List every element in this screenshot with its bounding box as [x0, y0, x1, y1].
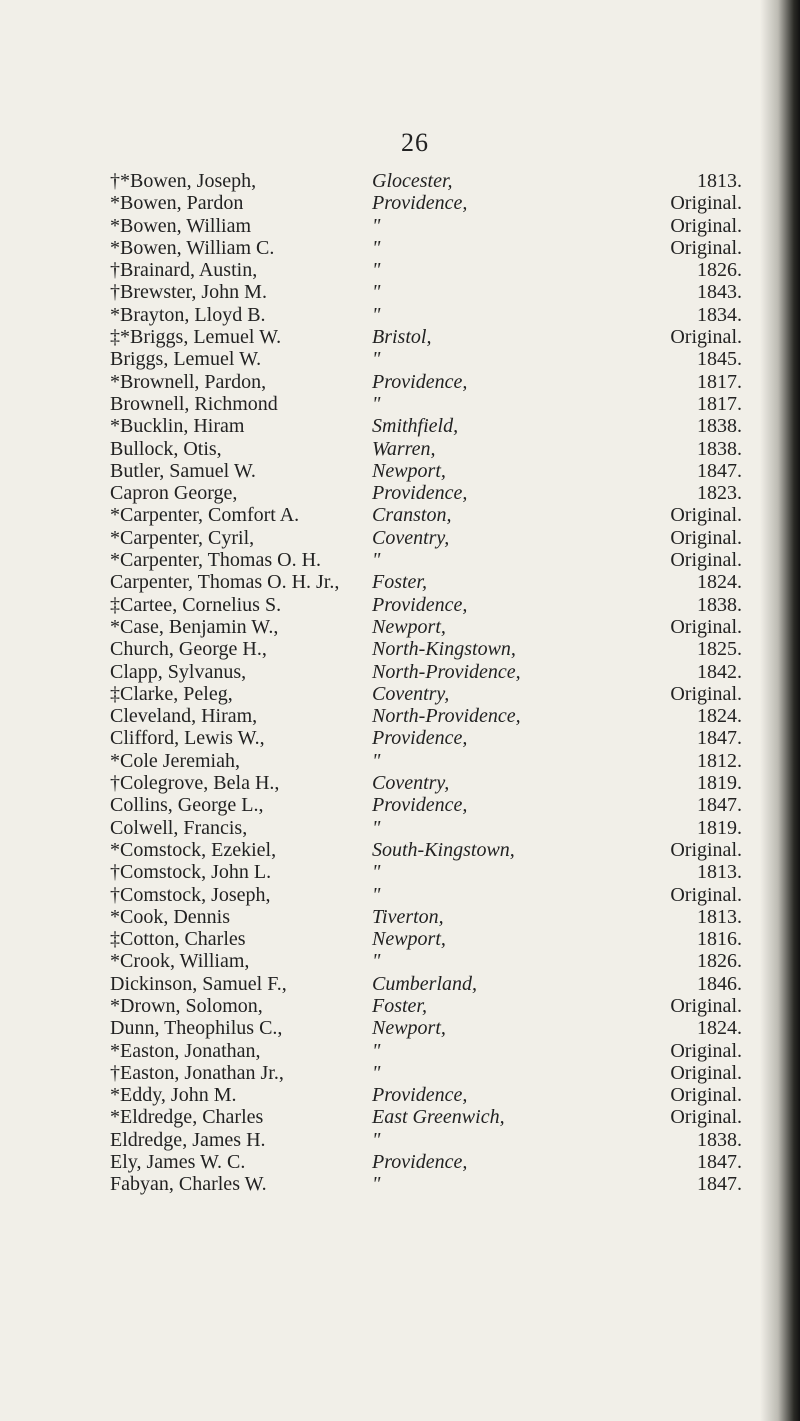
- entry-name: *Comstock, Ezekiel,: [110, 838, 277, 861]
- entry-year: 1826.: [697, 950, 742, 973]
- entry-place: Newport,: [372, 459, 446, 482]
- list-item: [110, 326, 742, 348]
- entry-year: Original.: [670, 838, 742, 861]
- entry-place: Providence,: [372, 192, 468, 215]
- entry-place: Providence,: [372, 593, 468, 616]
- entry-year: Original.: [670, 1106, 742, 1129]
- entry-year: 1846.: [697, 972, 742, 995]
- entry-year: 1847.: [697, 459, 742, 482]
- entry-year: 1845.: [697, 348, 742, 371]
- entry-place: South-Kingstown,: [372, 838, 515, 861]
- list-item: [110, 371, 742, 393]
- entry-year: Original.: [670, 214, 742, 237]
- entry-place: Tiverton,: [372, 905, 444, 928]
- entry-year: 1823.: [697, 482, 742, 505]
- entry-name: Briggs, Lemuel W.: [110, 348, 262, 371]
- entry-place: North-Providence,: [372, 660, 521, 683]
- entry-year: Original.: [670, 1061, 742, 1084]
- list-item: [110, 1040, 742, 1062]
- entry-name: *Bowen, William: [110, 214, 252, 237]
- entry-name: ‡Cartee, Cornelius S.: [110, 593, 282, 616]
- entry-place: Bristol,: [372, 326, 432, 349]
- entry-year: 1834.: [697, 303, 742, 326]
- entry-place: Glocester,: [372, 170, 453, 192]
- entry-place: Smithfield,: [372, 415, 459, 438]
- entry-year: 1838.: [697, 1128, 742, 1151]
- list-item: [110, 527, 742, 549]
- entry-place: ": [372, 281, 381, 304]
- entry-year: 1838.: [697, 593, 742, 616]
- list-item: [110, 549, 742, 571]
- entry-year: 1826.: [697, 259, 742, 282]
- entry-place: ": [372, 348, 381, 371]
- entry-name: Colwell, Francis,: [110, 816, 248, 839]
- entry-place: ": [372, 392, 381, 415]
- entry-name: Clifford, Lewis W.,: [110, 727, 265, 750]
- entry-place: ": [372, 1061, 381, 1084]
- list-item: [110, 638, 742, 660]
- entry-year: 1825.: [697, 638, 742, 661]
- entry-place: Providence,: [372, 370, 468, 393]
- list-item: [110, 705, 742, 727]
- list-item: [110, 215, 742, 237]
- list-item: [110, 482, 742, 504]
- list-item: [110, 237, 742, 259]
- list-item: [110, 616, 742, 638]
- entry-year: Original.: [670, 526, 742, 549]
- entry-place: North-Kingstown,: [372, 638, 516, 661]
- entry-name: *Bowen, William C.: [110, 236, 275, 259]
- entry-year: 1843.: [697, 281, 742, 304]
- entry-year: 1816.: [697, 928, 742, 951]
- entry-name: Clapp, Sylvanus,: [110, 660, 247, 683]
- list-item: [110, 839, 742, 861]
- entry-name: Butler, Samuel W.: [110, 459, 256, 482]
- list-item: [110, 817, 742, 839]
- list-item: [110, 571, 742, 593]
- list-item: [110, 192, 742, 214]
- entry-place: Coventry,: [372, 682, 450, 705]
- entry-place: ": [372, 1173, 381, 1196]
- list-item: [110, 504, 742, 526]
- list-item: [110, 1151, 742, 1173]
- page-number: 26: [401, 128, 429, 157]
- entry-year: 1819.: [697, 772, 742, 795]
- entry-name: *Bucklin, Hiram: [110, 415, 245, 438]
- entry-place: East Greenwich,: [372, 1106, 505, 1129]
- list-item: [110, 906, 742, 928]
- entry-year: 1812.: [697, 749, 742, 772]
- list-item: [110, 661, 742, 683]
- list-item: [110, 995, 742, 1017]
- entry-name: †Comstock, Joseph,: [110, 883, 271, 906]
- entry-name: *Drown, Solomon,: [110, 994, 263, 1017]
- entry-name: Collins, George L.,: [110, 794, 264, 817]
- entry-year: 1838.: [697, 437, 742, 460]
- entry-place: ": [372, 883, 381, 906]
- entry-name: Ely, James W. C.: [110, 1151, 246, 1174]
- page-edge-shadow: [760, 0, 800, 1421]
- list-item: [110, 1062, 742, 1084]
- entry-year: 1847.: [697, 727, 742, 750]
- entry-place: ": [372, 214, 381, 237]
- entry-year: 1842.: [697, 660, 742, 683]
- list-item: [110, 281, 742, 303]
- entry-name: Carpenter, Thomas O. H. Jr.,: [110, 571, 340, 594]
- list-item: [110, 1173, 742, 1195]
- entry-year: Original.: [670, 1084, 742, 1107]
- entry-place: Providence,: [372, 1151, 468, 1174]
- entry-place: ": [372, 303, 381, 326]
- list-item: [110, 884, 742, 906]
- entry-name: ‡Cotton, Charles: [110, 928, 246, 951]
- entry-year: 1847.: [697, 1173, 742, 1196]
- list-item: [110, 1084, 742, 1106]
- list-item: [110, 259, 742, 281]
- entry-place: Newport,: [372, 1017, 446, 1040]
- entry-year: Original.: [670, 615, 742, 638]
- list-item: [110, 794, 742, 816]
- entry-place: ": [372, 236, 381, 259]
- entry-year: Original.: [670, 504, 742, 527]
- entry-place: North-Providence,: [372, 705, 521, 728]
- entry-place: Coventry,: [372, 526, 450, 549]
- entry-name: Fabyan, Charles W.: [110, 1173, 267, 1196]
- entry-name: *Case, Benjamin W.,: [110, 615, 279, 638]
- list-item: [110, 683, 742, 705]
- entry-name: *Carpenter, Cyril,: [110, 526, 255, 549]
- entry-year: 1847.: [697, 794, 742, 817]
- entry-place: Newport,: [372, 615, 446, 638]
- list-item: [110, 438, 742, 460]
- entry-name: Dunn, Theophilus C.,: [110, 1017, 283, 1040]
- entry-year: Original.: [670, 326, 742, 349]
- entry-place: Foster,: [372, 994, 427, 1017]
- entry-year: 1824.: [697, 571, 742, 594]
- list-item: [110, 861, 742, 883]
- entry-year: Original.: [670, 236, 742, 259]
- entry-place: Providence,: [372, 482, 468, 505]
- entry-name: †*Bowen, Joseph,: [110, 170, 257, 192]
- entry-name: Capron George,: [110, 482, 238, 505]
- list-item: [110, 1017, 742, 1039]
- entry-name: *Cole Jeremiah,: [110, 749, 240, 772]
- list-item: [110, 460, 742, 482]
- list-item: [110, 1129, 742, 1151]
- entry-name: *Eldredge, Charles: [110, 1106, 264, 1129]
- list-item: [110, 415, 742, 437]
- entry-name: Eldredge, James H.: [110, 1128, 266, 1151]
- entry-name: †Brewster, John M.: [110, 281, 267, 304]
- entry-name: Church, George H.,: [110, 638, 267, 661]
- entry-name: *Carpenter, Thomas O. H.: [110, 549, 322, 572]
- entry-name: *Brayton, Lloyd B.: [110, 303, 266, 326]
- entry-place: Providence,: [372, 727, 468, 750]
- entry-name: Bullock, Otis,: [110, 437, 222, 460]
- entry-name: *Carpenter, Comfort A.: [110, 504, 300, 527]
- entry-name: †Easton, Jonathan Jr.,: [110, 1061, 284, 1084]
- list-item: [110, 950, 742, 972]
- entry-year: Original.: [670, 1039, 742, 1062]
- list-item: [110, 772, 742, 794]
- entry-year: Original.: [670, 682, 742, 705]
- entry-name: †Comstock, John L.: [110, 861, 272, 884]
- entry-year: Original.: [670, 994, 742, 1017]
- list-item: [110, 348, 742, 370]
- entry-name: *Eddy, John M.: [110, 1084, 237, 1107]
- entry-year: 1824.: [697, 1017, 742, 1040]
- list-item: [110, 973, 742, 995]
- list-item: [110, 304, 742, 326]
- entry-name: *Bowen, Pardon: [110, 192, 244, 215]
- entry-name: *Easton, Jonathan,: [110, 1039, 261, 1062]
- list-item: [110, 928, 742, 950]
- entry-place: ": [372, 1039, 381, 1062]
- entry-name: *Cook, Dennis: [110, 905, 230, 928]
- entry-name: Dickinson, Samuel F.,: [110, 972, 287, 995]
- entry-name: *Brownell, Pardon,: [110, 370, 267, 393]
- entry-name: †Brainard, Austin,: [110, 259, 258, 282]
- entry-place: ": [372, 1128, 381, 1151]
- entry-name: ‡Clarke, Peleg,: [110, 682, 233, 705]
- list-item: [110, 393, 742, 415]
- list-item: [110, 594, 742, 616]
- list-item: [110, 1106, 742, 1128]
- entry-year: 1838.: [697, 415, 742, 438]
- entry-year: 1847.: [697, 1151, 742, 1174]
- entry-year: Original.: [670, 883, 742, 906]
- entry-place: ": [372, 549, 381, 572]
- entry-year: Original.: [670, 192, 742, 215]
- entry-place: Providence,: [372, 1084, 468, 1107]
- entry-place: Foster,: [372, 571, 427, 594]
- entry-place: ": [372, 861, 381, 884]
- entry-name: ‡*Briggs, Lemuel W.: [110, 326, 282, 349]
- entry-year: 1813.: [697, 861, 742, 884]
- entry-place: Cranston,: [372, 504, 452, 527]
- entry-place: ": [372, 749, 381, 772]
- entry-name: Brownell, Richmond: [110, 392, 278, 415]
- entry-place: Cumberland,: [372, 972, 477, 995]
- entry-year: 1824.: [697, 705, 742, 728]
- entry-place: Warren,: [372, 437, 436, 460]
- entry-place: ": [372, 816, 381, 839]
- register-list: [110, 170, 742, 1196]
- entry-place: ": [372, 950, 381, 973]
- entry-place: ": [372, 259, 381, 282]
- entry-name: *Crook, William,: [110, 950, 250, 973]
- entry-year: 1817.: [697, 392, 742, 415]
- entry-year: 1817.: [697, 370, 742, 393]
- entry-place: Coventry,: [372, 772, 450, 795]
- entry-name: †Colegrove, Bela H.,: [110, 772, 280, 795]
- list-item: [110, 727, 742, 749]
- list-item: [110, 170, 742, 192]
- entry-place: Newport,: [372, 928, 446, 951]
- entry-year: 1813.: [697, 170, 742, 192]
- entry-year: Original.: [670, 549, 742, 572]
- list-item: [110, 750, 742, 772]
- entry-year: 1819.: [697, 816, 742, 839]
- entry-name: Cleveland, Hiram,: [110, 705, 258, 728]
- entry-place: Providence,: [372, 794, 468, 817]
- entry-year: 1813.: [697, 905, 742, 928]
